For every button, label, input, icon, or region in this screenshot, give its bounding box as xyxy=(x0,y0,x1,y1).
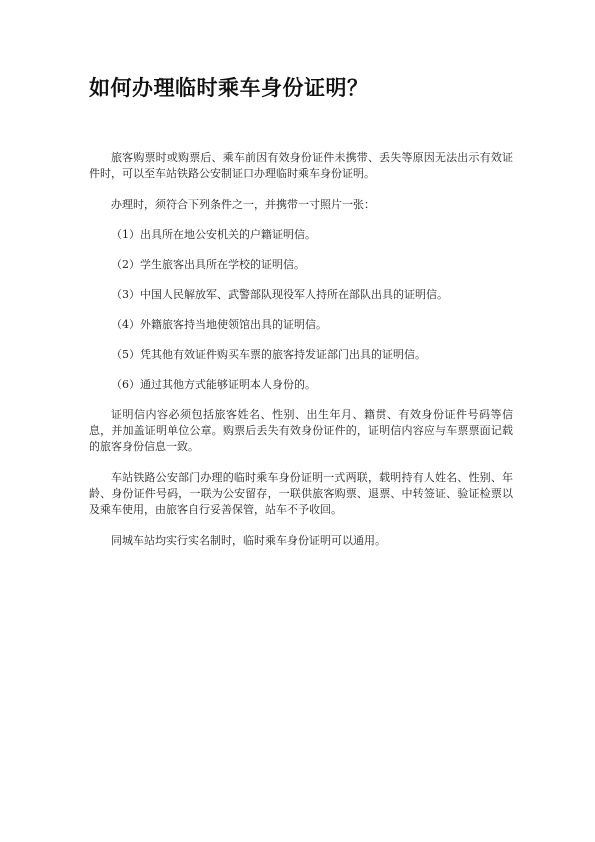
conditions-list xyxy=(89,227,513,393)
list-item: （2）学生旅客出具所在学校的证明信。 xyxy=(111,258,305,271)
page-title: 如何办理临时乘车身份证明？ xyxy=(89,76,369,100)
list-item: （4）外籍旅客持当地使领馆出具的证明信。 xyxy=(111,318,327,331)
content-requirements-paragraph: 证明信内容必须包括旅客姓名、性别、出生年月、籍贯、有效身份证件号码等信息，并加盖证明单位公章。购票后丢失有效身份证件的，证明信内容应与车票票面记载的旅客身份信息一致。 xyxy=(89,408,513,453)
document-body xyxy=(89,150,513,549)
list-item: （5）凭其他有效证件购买车票的旅客持发证部门出具的证明信。 xyxy=(111,348,426,361)
issuance-paragraph: 车站铁路公安部门办理的临时乘车身份证明一式两联，载明持有人姓名、性别、年龄、身份证件号码，一联为公安留存，一联供旅客购票、退票、中转签证、验证检票以及乘车使用，由旅客自行妥善保管，站车不予收回。 xyxy=(89,471,513,516)
same-city-paragraph: 同城车站均实行实名制时，临时乘车身份证明可以通用。 xyxy=(111,534,386,547)
intro-paragraph: 旅客购票时或购票后、乘车前因有效身份证件未携带、丢失等原因无法出示有效证件时，可以至车站铁路公安制证口办理临时乘车身份证明。 xyxy=(89,151,513,180)
list-item: （6）通过其他方式能够证明本人身份的。 xyxy=(111,378,316,391)
list-item: （3）中国人民解放军、武警部队现役军人持所在部队出具的证明信。 xyxy=(111,288,448,301)
conditions-intro: 办理时，须符合下列条件之一，并携带一寸照片一张： xyxy=(111,198,375,211)
list-item: （1）出具所在地公安机关的户籍证明信。 xyxy=(111,228,316,241)
